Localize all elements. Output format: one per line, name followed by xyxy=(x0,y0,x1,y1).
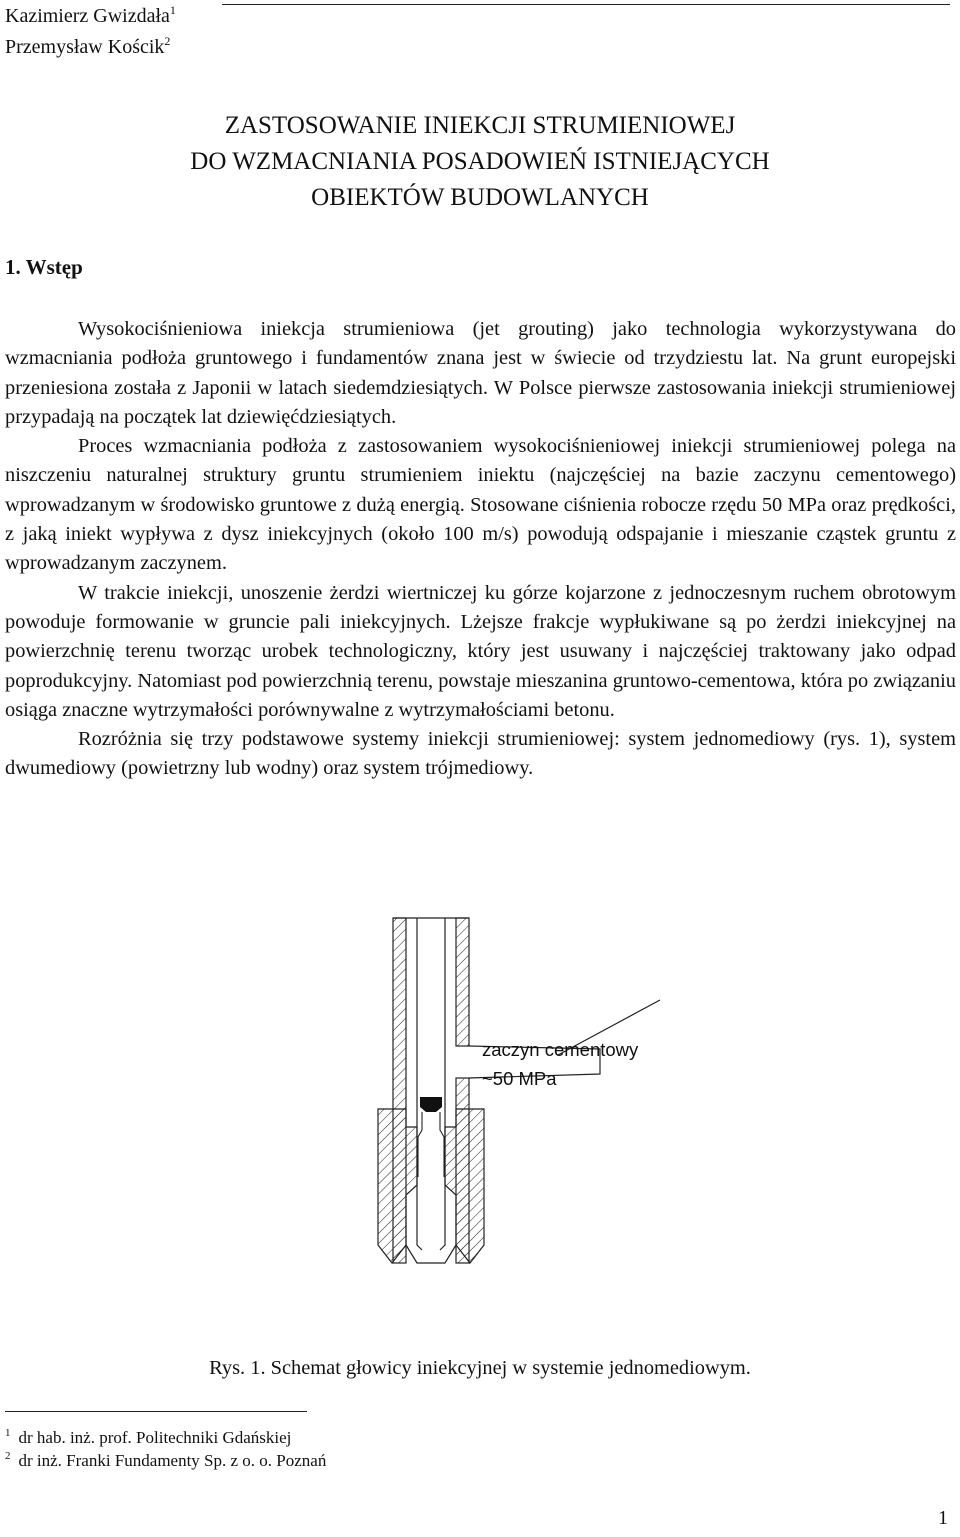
author-footnote-mark: 1 xyxy=(169,3,176,17)
label-pressure: ~50 MPa xyxy=(482,1068,557,1089)
footnote-text: dr inż. Franki Fundamenty Sp. z o. o. Poznań xyxy=(18,1451,327,1470)
footnote-1 xyxy=(5,1427,291,1449)
drill-bit-right xyxy=(445,1109,484,1263)
paper-title xyxy=(0,108,960,216)
caption-text: Rys. 1. Schemat głowicy iniekcyjnej w systemie jednomediowym. xyxy=(209,1357,751,1379)
label-cement-slurry: zaczyn cementowy xyxy=(482,1039,639,1060)
figure-injection-head xyxy=(370,915,680,1275)
injection-head-diagram xyxy=(370,915,680,1275)
section-heading: 1. Wstęp xyxy=(5,255,83,279)
paragraph: Wysokociśnieniowa iniekcja strumieniowa (jet grouting) jako technologia wykorzystywana do wzmacniania podłoża gruntowego i fundamentów znana jest w świecie od trzydziestu lat. Na grunt europejski przeniesiona została z Japonii w latach siedemdziesiątych. W Polsce pierwsze zastosowania iniekcji strumieniowej przypadają na początek lat dziewięćdziesiątych. xyxy=(5,318,956,428)
footnote-text: dr hab. inż. prof. Politechniki Gdańskiej xyxy=(18,1428,292,1447)
bit-tip xyxy=(406,1245,456,1263)
bit-channel xyxy=(418,1112,444,1177)
figure-caption xyxy=(0,1354,960,1382)
author-1 xyxy=(5,4,176,28)
header-rule xyxy=(222,4,950,5)
title-line: ZASTOSOWANIE INIEKCJI STRUMIENIOWEJ xyxy=(224,112,736,139)
body-text xyxy=(5,315,956,784)
inner-bore-lower xyxy=(417,1046,445,1250)
footnote-mark: 1 xyxy=(5,1427,11,1439)
author-footnote-mark: 2 xyxy=(164,34,171,48)
footnote-rule xyxy=(5,1411,307,1412)
author-name: Kazimierz Gwizdała xyxy=(5,5,170,27)
paragraph: W trakcie iniekcji, unoszenie żerdzi wiertniczej ku górze kojarzone z jednoczesnym ruchem obrotowym powoduje formowanie w gruncie pali iniekcyjnych. Lżejsze frakcje wypłukiwane są po żerdzi iniekcyjnej na powierzchnię terenu tworząc urobek technologiczny, który jest usuwany i najczęściej traktowany jako odpad poprodukcyjny. Natomiast pod powierzchnią terenu, powstaje mieszanina gruntowo-cementowa, która po związaniu osiąga znaczne wytrzymałości porównywalne z wytrzymałościami betonu. xyxy=(5,581,956,721)
paragraph: Proces wzmacniania podłoża z zastosowaniem wysokociśnieniowej iniekcji strumieniowej polega na niszczeniu naturalnej struktury gruntu strumieniem iniektu (najczęściej na bazie zaczynu cementowego) wprowadzanym w środowisko gruntowe z dużą energią. Stosowane ciśnienia robocze rzędu 50 MPa oraz prędkości, z jaką iniekt wypływa z dysz iniekcyjnych (około 100 m/s) powodują odspajanie i mieszanie cząstek gruntu z wprowadzanym zaczynem. xyxy=(5,435,956,575)
title-line: OBIEKTÓW BUDOWLANYCH xyxy=(311,184,649,211)
page-number: 1 xyxy=(938,1507,948,1529)
check-valve-seat xyxy=(420,1097,442,1112)
inner-tube xyxy=(417,918,445,1046)
author-name: Przemysław Kościk xyxy=(5,36,165,58)
rod-wall-right-upper xyxy=(456,918,469,1046)
drill-bit-left xyxy=(378,1109,417,1263)
author-2 xyxy=(5,35,170,59)
footnote-2 xyxy=(5,1450,326,1472)
footnote-mark: 2 xyxy=(5,1450,11,1462)
paragraph: Rozróżnia się trzy podstawowe systemy iniekcji strumieniowej: system jednomediowy (rys. 1), system dwumediowy (powietrzny lub wodny) oraz system trójmediowy. xyxy=(5,728,956,780)
title-line: DO WZMACNIANIA POSADOWIEŃ ISTNIEJĄCYCH xyxy=(190,148,770,175)
